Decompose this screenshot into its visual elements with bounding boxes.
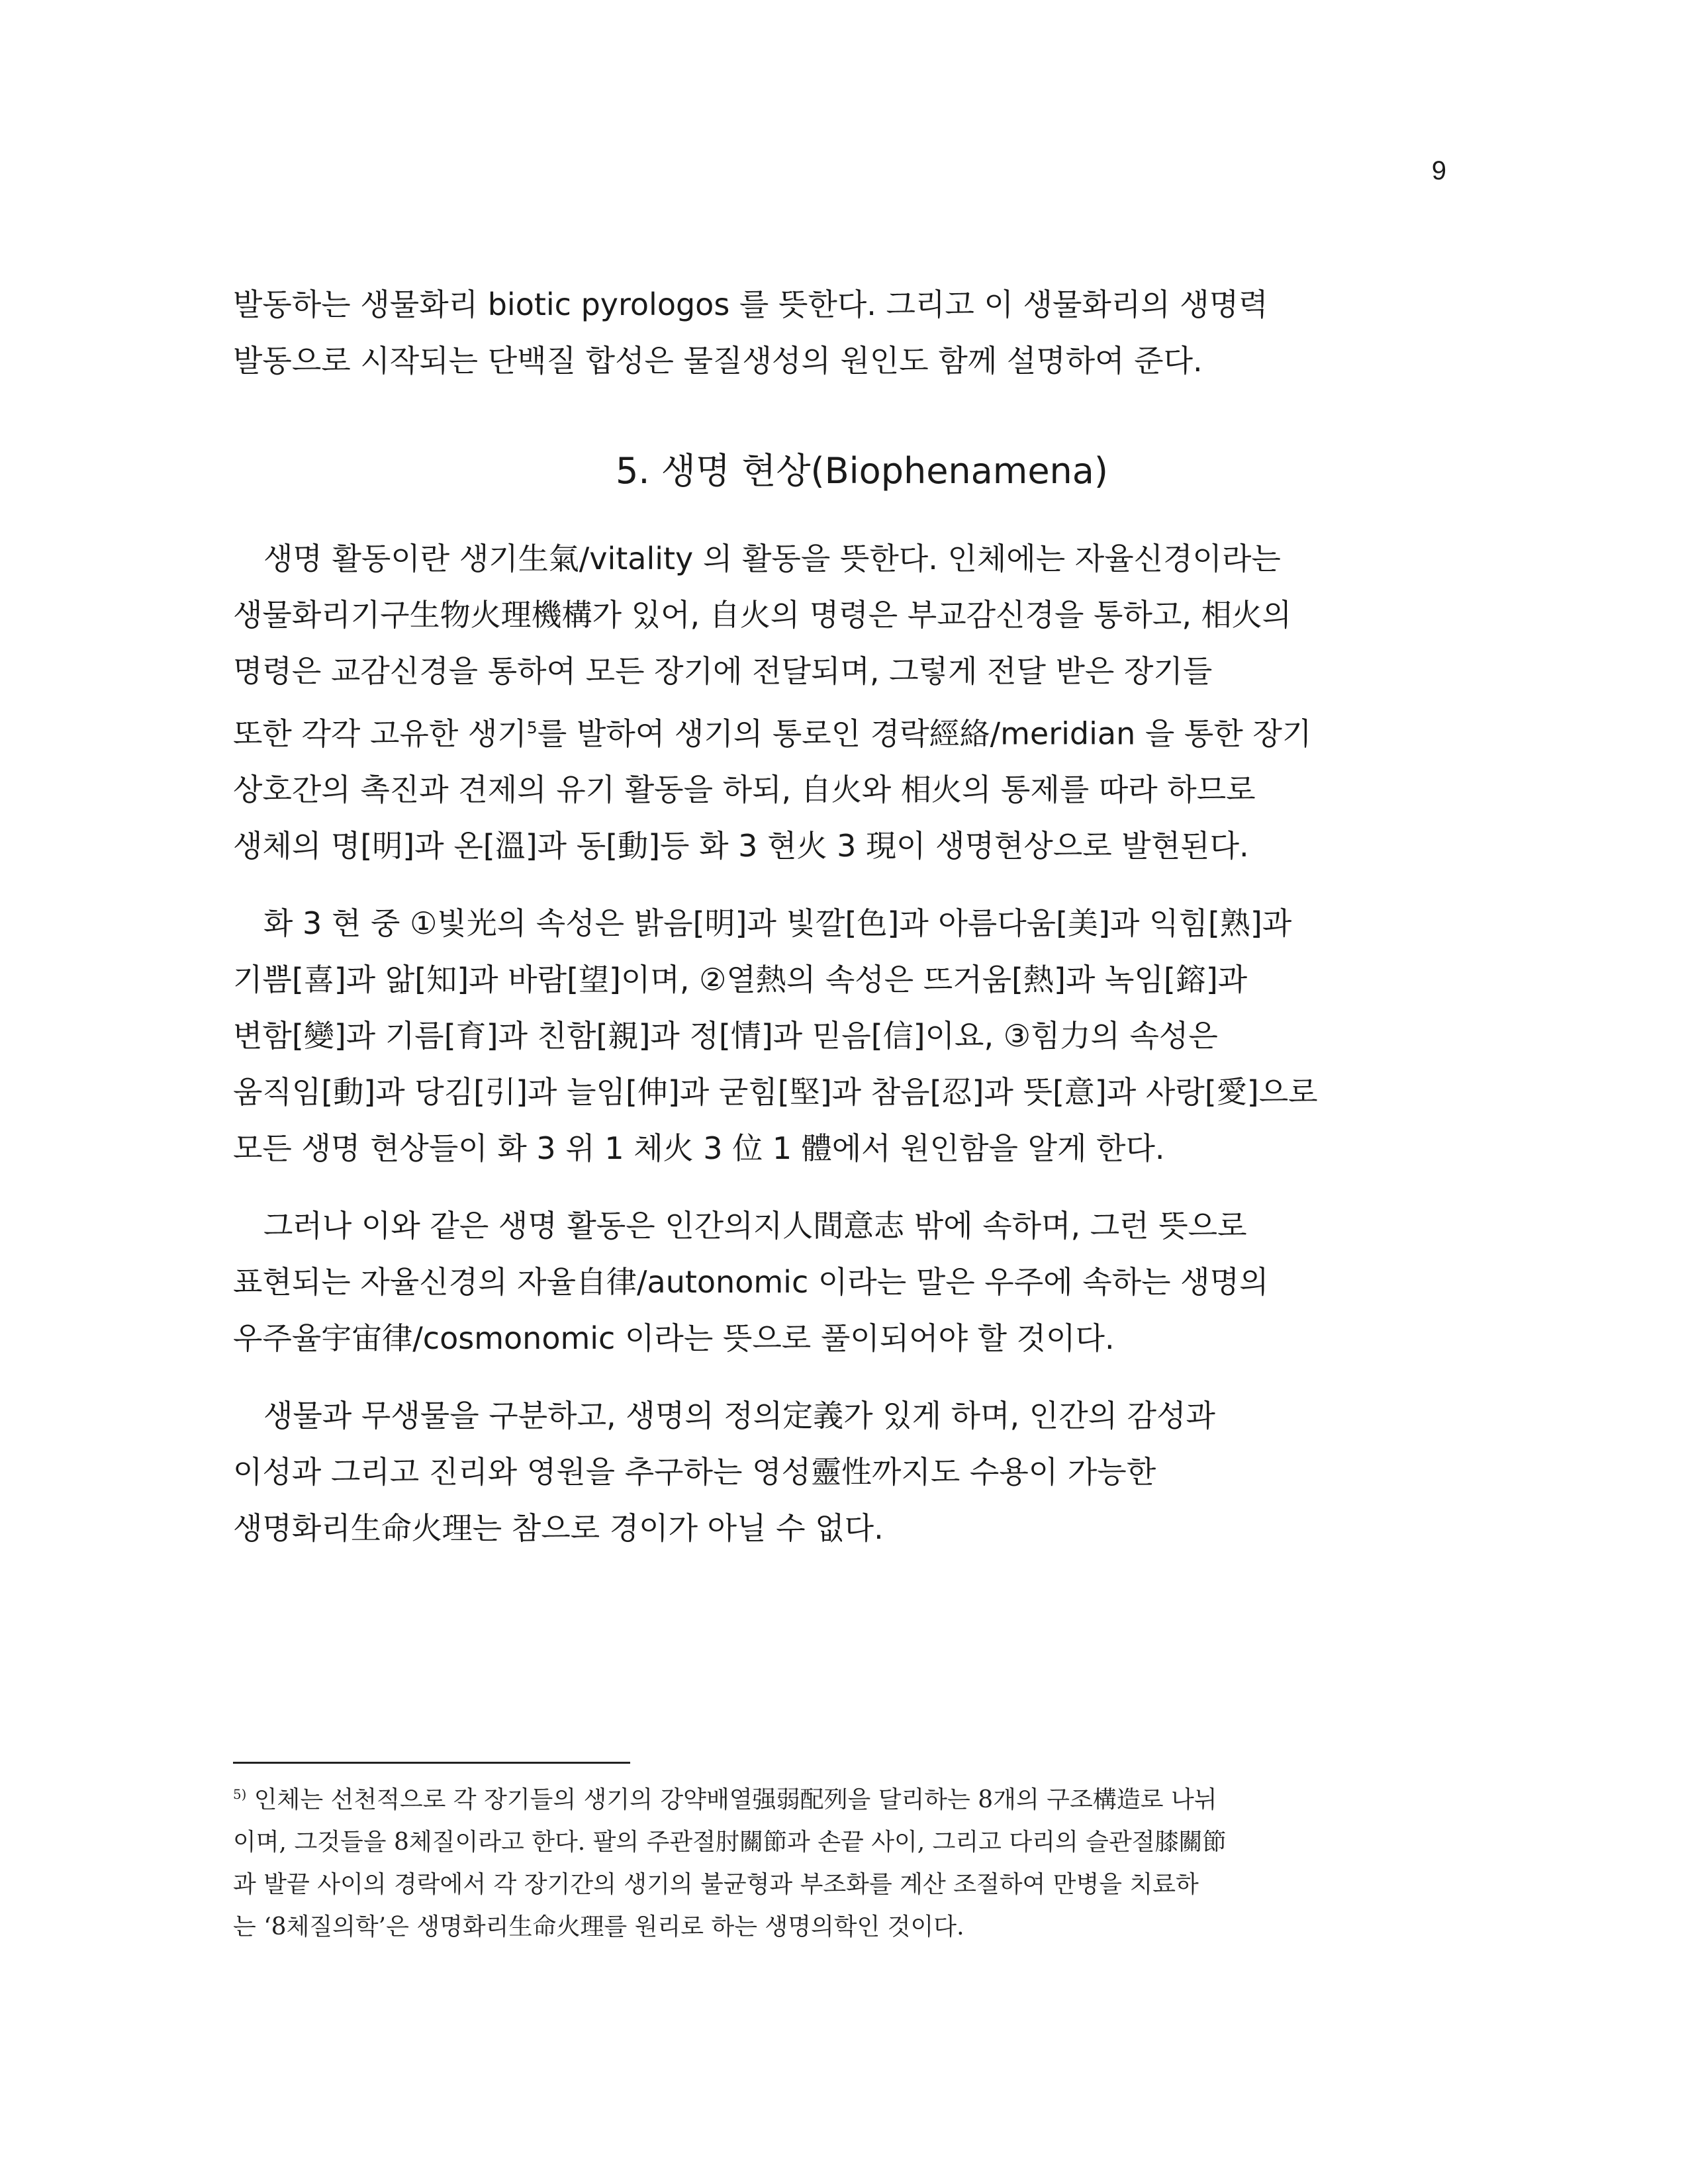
text-line: 움직임[動]과 당김[引]과 늘임[伸]과 굳힘[堅]과 참음[忍]과 뜻[意]과 사랑[愛]으로 [233,1074,1318,1111]
paragraph-wonder [233,1388,1464,1557]
section-heading: 5. 생명 현상(Biophenamena) [616,450,1108,492]
paragraph-life-activity [233,531,1464,874]
text-line-with-footnote [233,700,1464,762]
text-line: 생물과 무생물을 구분하고, 생명의 정의定義가 있게 하며, 인간의 감성과 [263,1398,1215,1434]
footnote-line: 이며, 그것들을 8체질이라고 한다. 팔의 주관절肘關節과 손끝 사이, 그리고 다리의 슬관절膝關節 [233,1829,1227,1856]
text-line: 발동으로 시작되는 단백질 합성은 물질생성의 원인도 함께 설명하여 준다. [233,343,1203,379]
text-line: 생물화리기구生物火理機構가 있어, 自火의 명령은 부교감신경을 통하고, 相火의 [233,597,1292,633]
text-line: 기쁨[喜]과 앎[知]과 바람[望]이며, ②열熱의 속성은 뜨거움[熱]과 녹임[鎔]과 [233,962,1248,998]
footnote-marker: 5) [233,1787,247,1802]
paragraph-autonomic [233,1198,1464,1367]
text-line: 발동하는 생물화리 biotic pyrologos 를 뜻한다. 그리고 이 생물화리의 생명력 [233,287,1268,322]
main-content [233,277,1464,1557]
text-line: 화 3 현 중 ①빛光의 속성은 밝음[明]과 빛깔[色]과 아름다움[美]과 익힘[熟]과 [263,905,1292,942]
text-line: 모든 생명 현상들이 화 3 위 1 체火 3 位 1 體에서 원인함을 알게 한다. [233,1130,1165,1167]
footnote-ref[interactable]: 5 [526,718,538,737]
text-line: 생명화리生命火理는 참으로 경이가 아닐 수 없다. [233,1510,884,1547]
footnote [233,1774,1464,1948]
text-fragment: 또한 각각 고유한 생기 [233,715,527,752]
paragraph-fire-attributes [233,895,1464,1177]
text-line: 표현되는 자율신경의 자율自律/autonomic 이라는 말은 우주에 속하는 생명의 [233,1264,1269,1300]
footnote-divider [233,1762,630,1764]
page-number: 9 [1431,156,1446,185]
text-fragment: 를 발하여 생기의 통로인 경락經絡/meridian 을 통한 장기 [537,715,1312,752]
text-line: 명령은 교감신경을 통하여 모든 장기에 전달되며, 그렇게 전달 받은 장기들 [233,653,1213,689]
intro-paragraph [233,277,1464,389]
text-line: 변함[變]과 기름[育]과 친함[親]과 정[情]과 믿음[信]이요, ③힘力의 속성은 [233,1018,1218,1054]
footnote-line [233,1774,1464,1821]
text-line: 상호간의 촉진과 견제의 유기 활동을 하되, 自火와 相火의 통제를 따라 하므로 [233,772,1256,808]
text-line: 생체의 명[明]과 온[溫]과 동[動]등 화 3 현火 3 現이 생명현상으로 발현된다. [233,828,1249,864]
footnote-line: 는 ‘8체질의학’은 생명화리生命火理를 원리로 하는 생명의학인 것이다. [233,1913,964,1940]
text-line: 그러나 이와 같은 생명 활동은 인간의지人間意志 밖에 속하며, 그런 뜻으로 [263,1208,1247,1244]
footnote-line: 과 발끝 사이의 경락에서 각 장기간의 생기의 불균형과 부조화를 계산 조절하여 만병을 치료하 [233,1871,1199,1898]
text-line: 이성과 그리고 진리와 영원을 추구하는 영성靈性까지도 수용이 가능한 [233,1454,1156,1490]
footnote-text: 인체는 선천적으로 각 장기들의 생기의 강약배열强弱配列을 달리하는 8개의 구조構造로 나뉘 [254,1786,1217,1813]
text-line: 생명 활동이란 생기生氣/vitality 의 활동을 뜻한다. 인체에는 자율신경이라는 [263,541,1281,576]
text-line: 우주율宇宙律/cosmonomic 이라는 뜻으로 풀이되어야 할 것이다. [233,1320,1115,1357]
